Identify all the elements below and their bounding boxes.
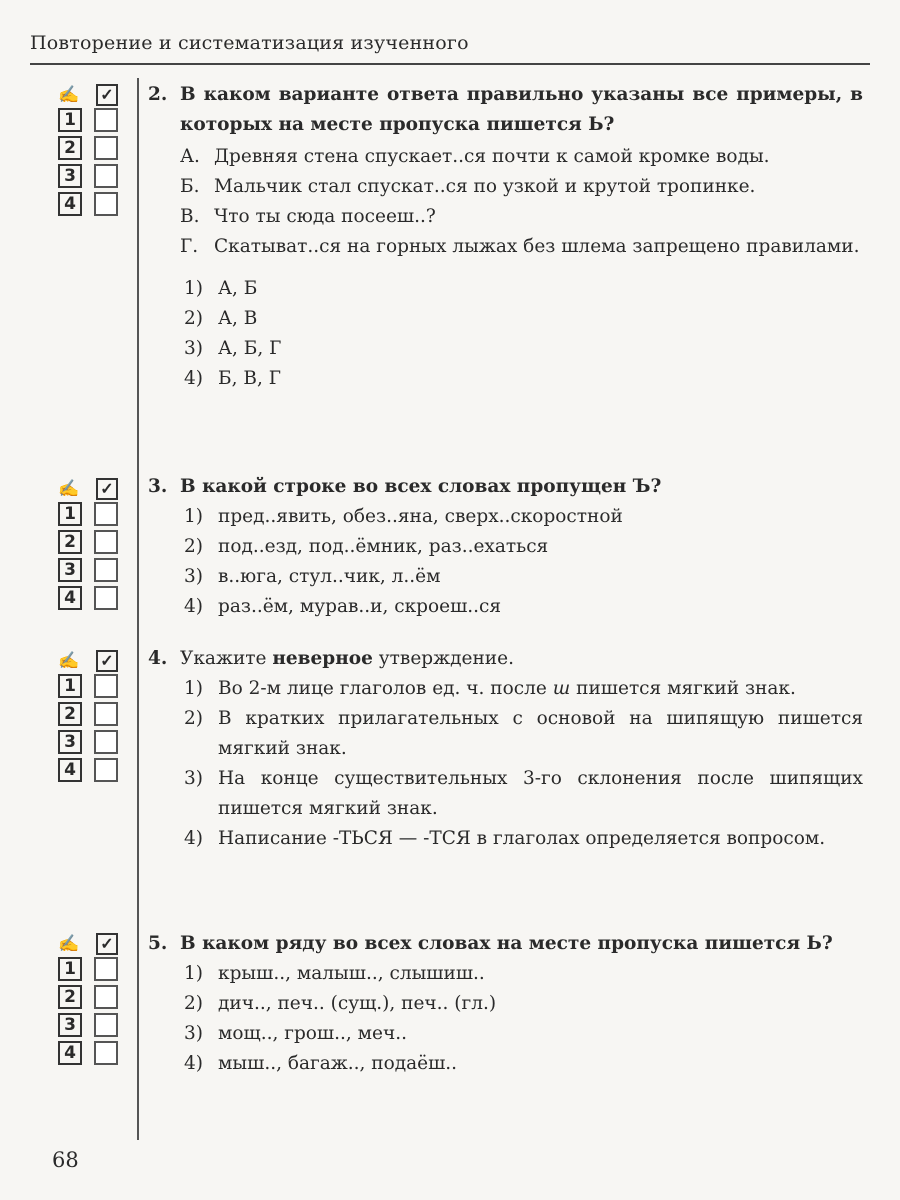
question-text-end: утверждение. bbox=[372, 648, 514, 669]
answer-number: 4 bbox=[58, 586, 82, 610]
option-label: 3) bbox=[184, 768, 203, 789]
option-text: Б, В, Г bbox=[218, 368, 281, 389]
question-3 bbox=[148, 472, 863, 622]
answer-checkbox[interactable] bbox=[94, 957, 118, 981]
answer-number: 4 bbox=[58, 758, 82, 782]
answer-number: 1 bbox=[58, 957, 82, 981]
answer-marks-q3 bbox=[58, 478, 118, 614]
pencil-icon: ✍ bbox=[58, 651, 80, 671]
statement-text: Древняя стена спускает..ся почти к самой кромке воды. bbox=[214, 146, 770, 167]
answer-number: 2 bbox=[58, 985, 82, 1009]
option-label: 1) bbox=[184, 506, 203, 527]
answer-checkbox[interactable] bbox=[94, 502, 118, 526]
option-label: 4) bbox=[184, 368, 203, 389]
answer-checkbox[interactable] bbox=[94, 985, 118, 1009]
option-label: 2) bbox=[184, 993, 203, 1014]
answer-number: 4 bbox=[58, 1041, 82, 1065]
answer-number: 2 bbox=[58, 702, 82, 726]
option-label: 4) bbox=[184, 1053, 203, 1074]
option-text: мощ.., грош.., меч.. bbox=[218, 1023, 407, 1044]
statement-label: Г. bbox=[180, 236, 199, 257]
answer-checkbox[interactable] bbox=[94, 586, 118, 610]
answer-checkbox[interactable] bbox=[94, 108, 118, 132]
option-label: 1) bbox=[184, 963, 203, 984]
option-label: 1) bbox=[184, 678, 203, 699]
answer-checkbox[interactable] bbox=[94, 192, 118, 216]
question-emphasis: неверное bbox=[272, 648, 373, 669]
option-label: 4) bbox=[184, 596, 203, 617]
option-text-end: пишется мягкий знак. bbox=[570, 678, 796, 699]
answer-checkbox[interactable] bbox=[94, 558, 118, 582]
check-icon: ✓ bbox=[96, 650, 118, 672]
option-text: Во 2-м лице глаголов ед. ч. после bbox=[218, 678, 553, 699]
option-text: А, В bbox=[218, 308, 258, 329]
question-5 bbox=[148, 929, 863, 1079]
answer-checkbox[interactable] bbox=[94, 1013, 118, 1037]
question-4 bbox=[148, 644, 863, 854]
answer-number: 3 bbox=[58, 164, 82, 188]
option-text: в..юга, стул..чик, л..ём bbox=[218, 566, 441, 587]
question-number: 4. bbox=[148, 648, 168, 669]
margin-divider bbox=[137, 78, 139, 1140]
answer-number: 3 bbox=[58, 558, 82, 582]
option-label: 3) bbox=[184, 566, 203, 587]
header-divider bbox=[30, 63, 870, 65]
check-icon: ✓ bbox=[96, 933, 118, 955]
option-label: 2) bbox=[184, 708, 203, 729]
question-text: В какой строке во всех словах пропущен Ъ? bbox=[180, 476, 662, 497]
answer-marks-q4 bbox=[58, 650, 118, 786]
option-label: 3) bbox=[184, 1023, 203, 1044]
check-icon: ✓ bbox=[96, 84, 118, 106]
pencil-icon: ✍ bbox=[58, 934, 80, 954]
answer-number: 1 bbox=[58, 108, 82, 132]
answer-checkbox[interactable] bbox=[94, 674, 118, 698]
statement-text: Мальчик стал спускат..ся по узкой и крутой тропинке. bbox=[214, 176, 756, 197]
option-label: 2) bbox=[184, 308, 203, 329]
answer-checkbox[interactable] bbox=[94, 730, 118, 754]
option-italic-letter: ш bbox=[552, 678, 571, 699]
option-text: Написание -ТЬСЯ — -ТСЯ в глаголах определяется вопросом. bbox=[218, 828, 826, 849]
answer-number: 3 bbox=[58, 1013, 82, 1037]
answer-checkbox[interactable] bbox=[94, 758, 118, 782]
answer-checkbox[interactable] bbox=[94, 164, 118, 188]
question-text: В каком варианте ответа правильно указаны все примеры, в которых на месте пропуска пишется Ь? bbox=[180, 84, 863, 135]
answer-marks-q2 bbox=[58, 84, 118, 220]
answer-number: 3 bbox=[58, 730, 82, 754]
question-number: 2. bbox=[148, 84, 168, 105]
option-label: 4) bbox=[184, 828, 203, 849]
answer-number: 2 bbox=[58, 136, 82, 160]
answer-number: 4 bbox=[58, 192, 82, 216]
answer-checkbox[interactable] bbox=[94, 136, 118, 160]
question-number: 3. bbox=[148, 476, 168, 497]
answer-checkbox[interactable] bbox=[94, 530, 118, 554]
answer-number: 1 bbox=[58, 674, 82, 698]
option-text: А, Б bbox=[218, 278, 258, 299]
page-number: 68 bbox=[52, 1148, 79, 1172]
option-label: 3) bbox=[184, 338, 203, 359]
pencil-icon: ✍ bbox=[58, 479, 80, 499]
answer-marks-q5 bbox=[58, 933, 118, 1069]
answer-number: 1 bbox=[58, 502, 82, 526]
pencil-icon: ✍ bbox=[58, 85, 80, 105]
option-label: 1) bbox=[184, 278, 203, 299]
question-2 bbox=[148, 80, 863, 394]
option-text: раз..ём, мурав..и, скроеш..ся bbox=[218, 596, 502, 617]
statement-label: В. bbox=[180, 206, 200, 227]
question-text: В каком ряду во всех словах на месте пропуска пишется Ь? bbox=[180, 933, 833, 954]
statement-text: Скатыват..ся на горных лыжах без шлема запрещено правилами. bbox=[214, 236, 860, 257]
answer-checkbox[interactable] bbox=[94, 702, 118, 726]
option-text: крыш.., малыш.., слышиш.. bbox=[218, 963, 485, 984]
answer-checkbox[interactable] bbox=[94, 1041, 118, 1065]
option-label: 2) bbox=[184, 536, 203, 557]
statement-label: Б. bbox=[180, 176, 200, 197]
question-number: 5. bbox=[148, 933, 168, 954]
page-header: Повторение и систематизация изученного bbox=[30, 32, 469, 54]
option-text: А, Б, Г bbox=[218, 338, 282, 359]
check-icon: ✓ bbox=[96, 478, 118, 500]
option-text: мыш.., багаж.., подаёш.. bbox=[218, 1053, 458, 1074]
option-text: пред..явить, обез..яна, сверх..скоростной bbox=[218, 506, 623, 527]
option-text: дич.., печ.. (сущ.), печ.. (гл.) bbox=[218, 993, 497, 1014]
question-text: Укажите bbox=[180, 648, 273, 669]
statement-text: Что ты сюда посееш..? bbox=[214, 206, 436, 227]
statement-label: А. bbox=[180, 146, 200, 167]
option-text: На конце существительных 3-го склонения после шипящих пишется мягкий знак. bbox=[218, 768, 863, 819]
option-text: под..езд, под..ёмник, раз..ехаться bbox=[218, 536, 549, 557]
option-text: В кратких прилагательных с основой на шипящую пишется мягкий знак. bbox=[218, 708, 863, 759]
answer-number: 2 bbox=[58, 530, 82, 554]
